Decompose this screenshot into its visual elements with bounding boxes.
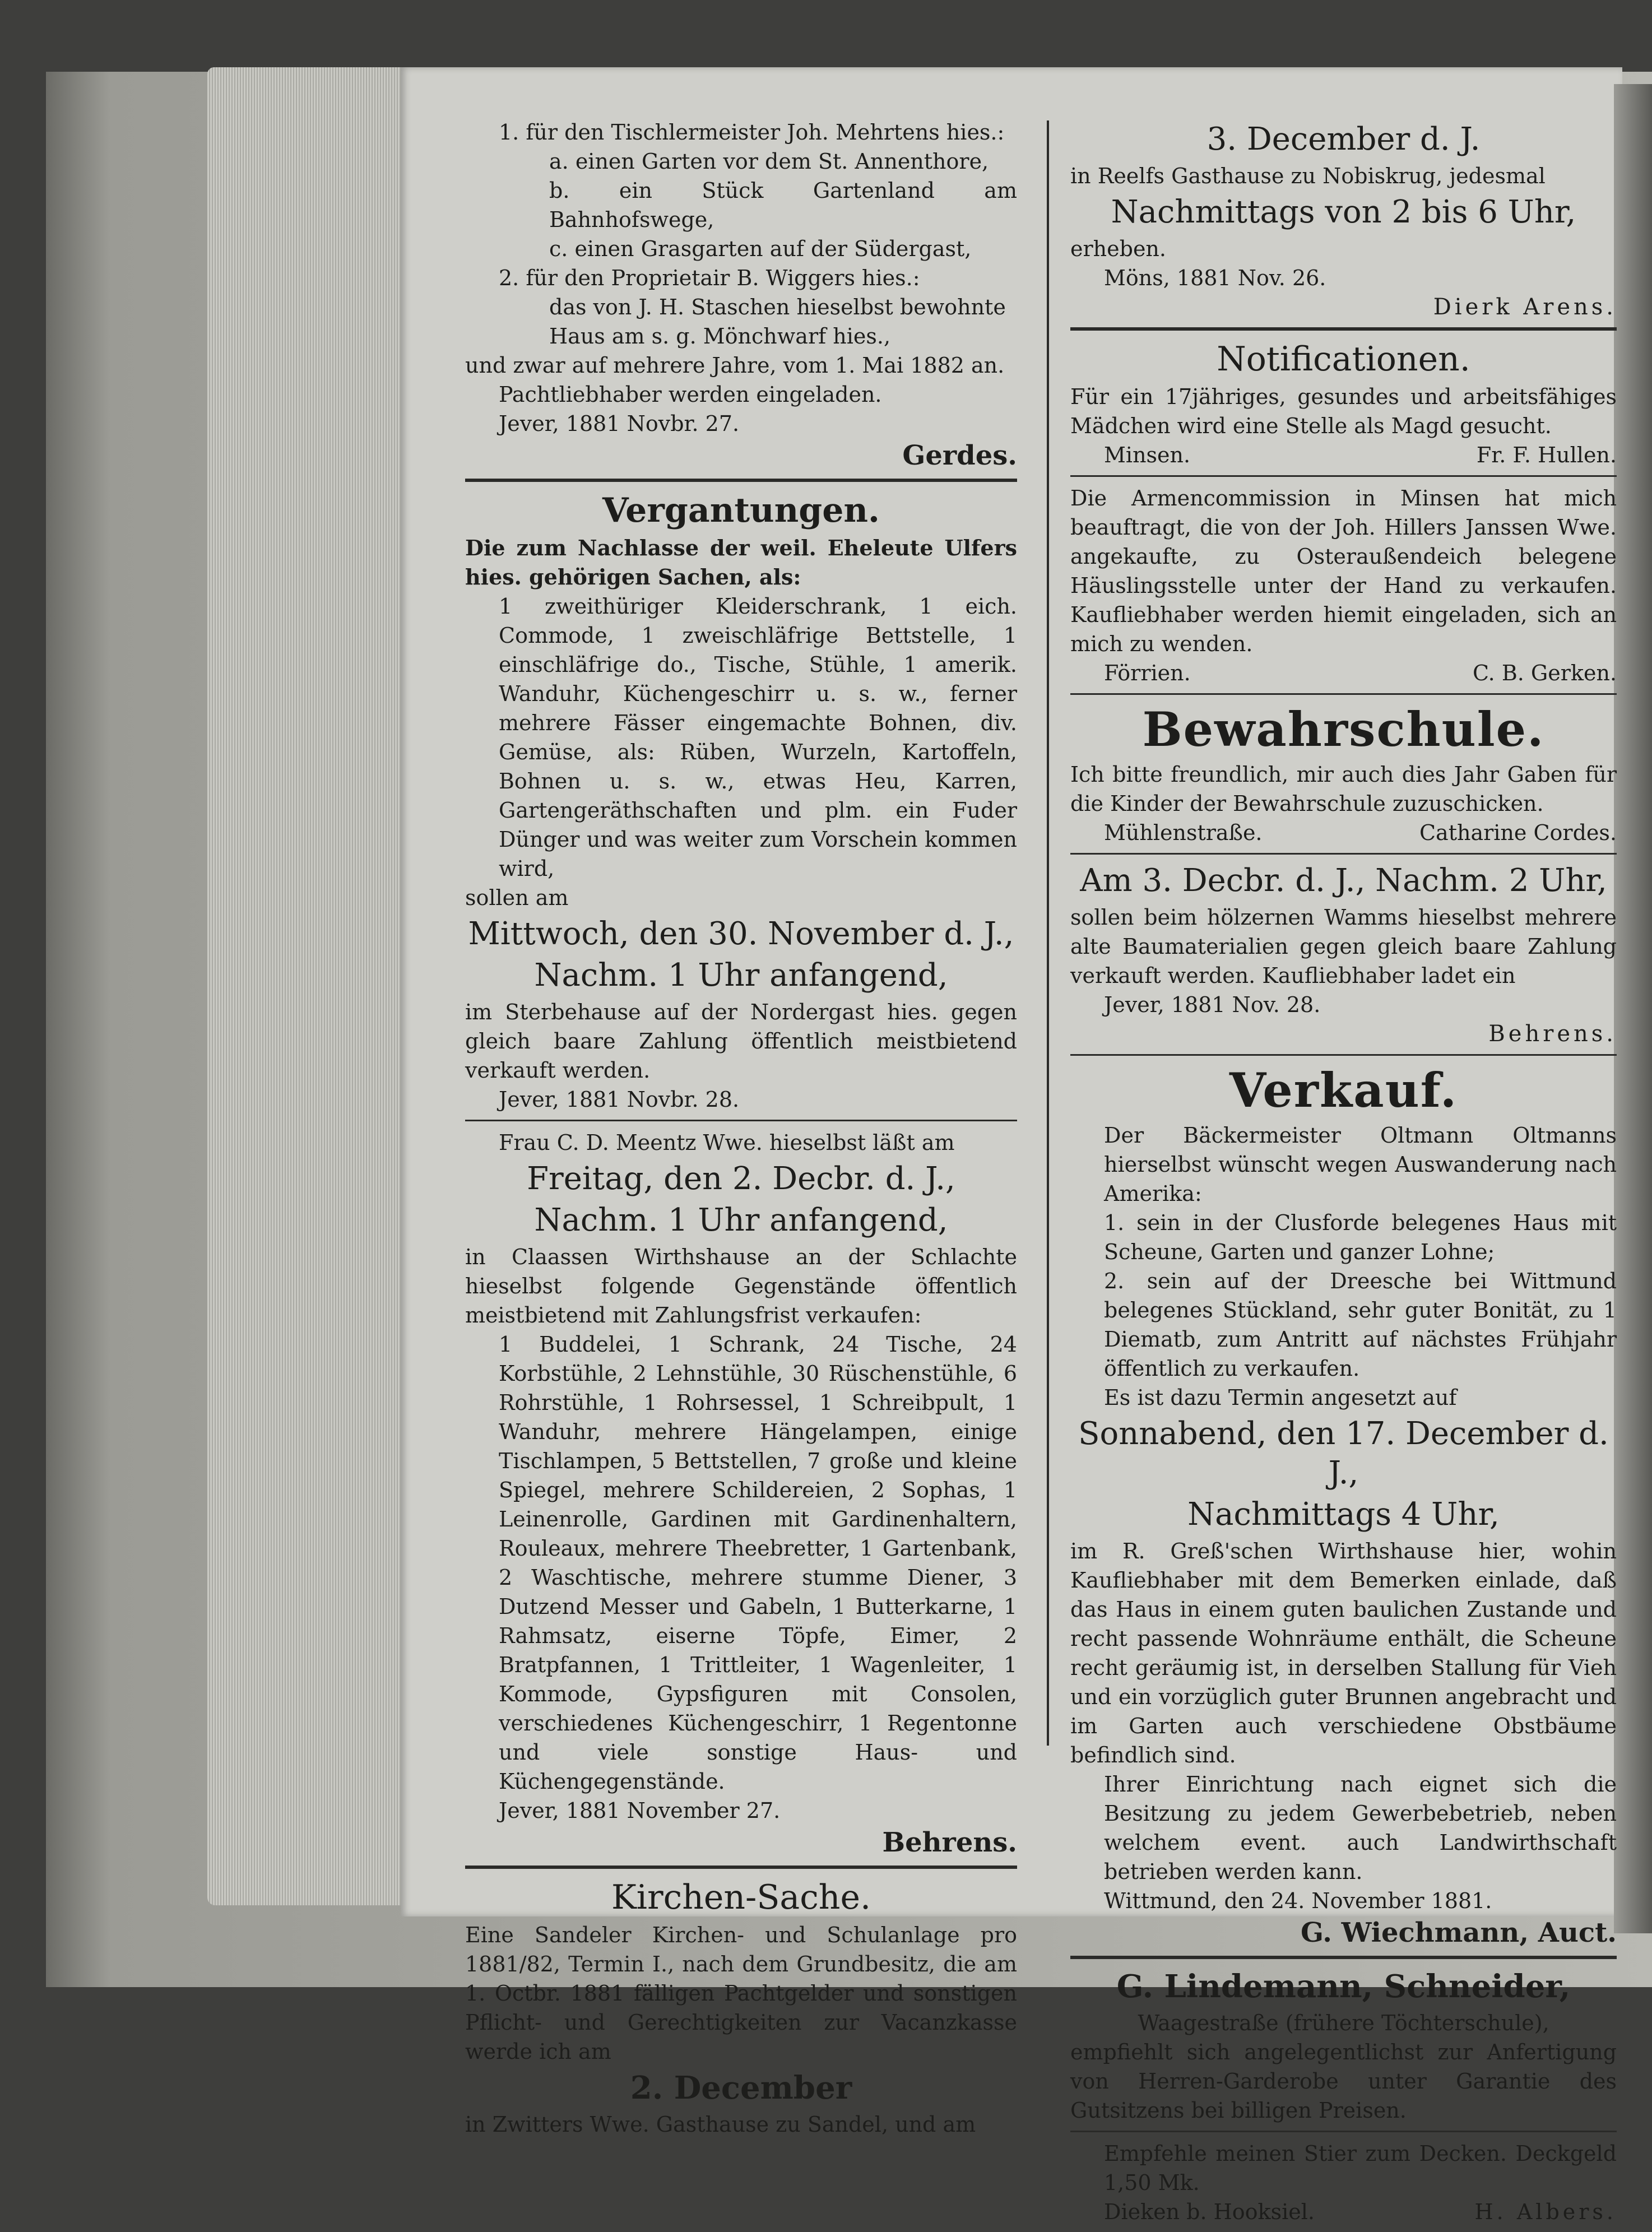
notifications-heading: Notificationen. (1217, 340, 1470, 379)
lease-invite: Pachtliebhaber werden eingeladen. (499, 382, 882, 407)
bewahr-signature: Catharine Cordes. (1419, 820, 1617, 845)
page-edges (207, 67, 431, 1905)
auction1-intro: Die zum Nachlasse der weil. Eheleute Ulfers hies. gehörigen Sachen, als: (465, 535, 1017, 590)
auction-ulfers (465, 490, 1017, 1114)
stier-footer (1070, 2197, 1617, 2226)
wamms-date: Am 3. Decbr. d. J., Nachm. 2 Uhr, (1080, 862, 1607, 899)
church-time: Nachmittags von 2 bis 6 Uhr, (1111, 194, 1576, 230)
section-rule (465, 479, 1017, 482)
auction1-time: Nachm. 1 Uhr anfangend, (534, 957, 948, 994)
auction2-intro: Frau C. D. Meentz Wwe. hieselbst läßt am (499, 1130, 955, 1155)
right-page-edge (1614, 84, 1652, 1933)
verkauf-extra: Ihrer Einrichtung nach eignet sich die Besitzung zu jedem Gewerbebetrieb, neben welchem event. auch Landwirthschaft betrieben werden kann. (1104, 1772, 1617, 1884)
church-continued (1070, 120, 1617, 322)
column-divider (1047, 120, 1049, 1746)
lindemann-heading: G. Lindemann, Schneider, (1116, 1968, 1571, 2005)
auction2-items: 1 Buddelei, 1 Schrank, 24 Tische, 24 Korbstühle, 2 Lehnstühle, 30 Rüschenstühle, 6 Rohrstühle, 1 Rohrsessel, 1 Schreibpult, 1 Wanduhr, mehrere Hängelampen, einige Tischlampen, 5 Bettstellen, 7 große und kleine Spiegel, mehrere Schildereien, 2 Sophas, 1 Leinenrolle, Gardinen mit Gardinenhaltern, Rouleaux, mehrere Theebretter, 1 Gartenbank, 2 Waschtische, mehrere stumme Diener, 3 Dutzend Messer und Gabeln, 1 Butterkarne, 1 Rahmsatz, eiserne Töpfe, Eimer, 2 Bratpfannen, 1 Trittleiter, 1 Wagenleiter, 1 Kommode, Gypsfiguren mit Consolen, verschiedenes Küchengeschirr, 1 Regentonne und viele sonstige Haus- und Küchengegenstände. (499, 1332, 1017, 1794)
verkauf-heading: Verkauf. (1229, 1062, 1458, 1118)
auction2-signature: Behrens. (882, 1827, 1017, 1858)
verkauf-date: Sonnabend, den 17. December d. J., (1078, 1416, 1609, 1491)
lease-signature: Gerdes. (902, 440, 1017, 471)
lease-date: Jever, 1881 Novbr. 27. (499, 411, 740, 436)
verkauf-termin: Es ist dazu Termin angesetzt auf (1104, 1385, 1457, 1410)
stier-signature: H. Albers. (1474, 2199, 1617, 2224)
section-rule (1070, 1956, 1617, 1959)
notif-text: Für ein 17jähriges, gesundes und arbeitsfähiges Mädchen wird eine Stelle als Magd gesucht. (1070, 384, 1617, 438)
section-rule (1070, 1054, 1617, 1056)
lindemann-ad (1070, 1967, 1617, 2125)
wamms-text: sollen beim hölzernen Wamms hieselbst mehrere alte Baumaterialien gegen gleich baare Zahlung verkauft werden. Kaufliebhaber ladet ein (1070, 905, 1617, 988)
bewahr-text: Ich bitte freundlich, mir auch dies Jahr Gaben für die Kinder der Bewahrschule zuzuschicken. (1070, 762, 1617, 816)
church-text: Eine Sandeler Kirchen- und Schulanlage pro 1881/82, Termin I., nach dem Grundbesitz, die am 1. Octbr. 1881 fälligen Pachtgelder und sonstigen Pflicht- und Gerechtigkeiten zur Vacanzkasse werde ich am (465, 1923, 1017, 2064)
lindemann-text: empfiehlt sich angelegentlichst zur Anfertigung von Herren-Garderobe unter Garantie des Gutsitzens bei billigen Preisen. (1070, 2040, 1617, 2123)
church-place: in Zwitters Wwe. Gasthause zu Sandel, und am (465, 2112, 976, 2137)
church-signature: Dierk Arens. (1433, 294, 1617, 320)
lease-notice (465, 118, 1017, 473)
lease-item-1: 1. für den Tischlermeister Joh. Mehrtens hies.: (499, 120, 1005, 145)
bewahr-place: Mühlenstraße. (1104, 820, 1263, 845)
armen-signature: C. B. Gerken. (1472, 661, 1617, 685)
verkauf-notice (1070, 1062, 1617, 1950)
armen-text: Die Armencommission in Minsen hat mich beauftragt, die von der Joh. Hillers Janssen Wwe. angekaufte, zu Osteraußendeich belegene Häuslingsstelle unter der Hand zu verkaufen. Kaufliebhaber werden hiemit eingeladen, sich an mich zu wenden. (1070, 486, 1617, 656)
section-rule (465, 1866, 1017, 1869)
armen-footer (1070, 658, 1617, 688)
auction1-place: im Sterbehause auf der Nordergast hies. gegen gleich baare Zahlung öffentlich meistbietend verkauft werden. (465, 1000, 1017, 1083)
auction2-place: in Claassen Wirthshause an der Schlachte hieselbst folgende Gegenstände öffentlich meistbietend mit Zahlungsfrist verkaufen: (465, 1245, 1017, 1328)
lindemann-address: Waagestraße (frühere Töchterschule), (1138, 2011, 1549, 2035)
auction1-date: Mittwoch, den 30. November d. J., (468, 916, 1014, 952)
bewahrschule-heading: Bewahrschule. (1142, 702, 1545, 757)
lease-item-1b: b. ein Stück Gartenland am Bahnhofswege, (549, 178, 1017, 232)
section-rule (1070, 475, 1617, 477)
notif-signature: Fr. F. Hullen. (1476, 443, 1617, 467)
bewahrschule-notice (1070, 702, 1617, 847)
auction1-items: 1 zweithüriger Kleiderschrank, 1 eich. Commode, 1 zweischläfrige Bettstelle, 1 einschläfrige do., Tische, Stühle, 1 amerik. Wanduhr, Küchengeschirr u. s. w., ferner mehrere Fässer eingemachte Bohnen, div. Gemüse, als: Rüben, Wurzeln, Kartoffeln, Bohnen u. s. w., etwas Heu, Karren, Gartengeräthschaften und plm. ein Fuder Dünger und was weiter zum Vorschein kommen wird, (499, 594, 1017, 881)
lease-item-1a: a. einen Garten vor dem St. Annenthore, (549, 149, 989, 174)
section-rule (1070, 2131, 1617, 2132)
right-column (1070, 118, 1617, 2232)
wamms-signature: Behrens. (1488, 1021, 1617, 1047)
notifications (1070, 338, 1617, 470)
verkauf-place: im R. Greß'schen Wirthshause hier, wohin Kaufliebhaber mit dem Bemerken einlade, daß das Haus in einem guten baulichen Zustande und recht passende Wohnräume enthält, die Scheune recht geräumig ist, in derselben Stallung für Vieh und ein vorzüglich guter Brunnen angebracht und im Garten auch verschiedene Obstbäume befindlich sind. (1070, 1539, 1617, 1767)
auction2-time: Nachm. 1 Uhr anfangend, (534, 1202, 948, 1238)
section-rule (1070, 853, 1617, 855)
stier-text: Empfehle meinen Stier zum Decken. Deckgeld 1,50 Mk. (1104, 2141, 1617, 2195)
lease-item-2a: das von J. H. Staschen hieselbst bewohnte (549, 295, 1006, 319)
church-date: 2. December (630, 2069, 852, 2106)
lease-item-2b: Haus am s. g. Mönchwarf hies., (549, 324, 891, 349)
auction2-date: Freitag, den 2. Decbr. d. J., (527, 1161, 955, 1197)
verkauf-dateline: Wittmund, den 24. November 1881. (1104, 1888, 1492, 1913)
notif-footer (1070, 440, 1617, 470)
section-rule (465, 1120, 1017, 1121)
church-verb: erheben. (1070, 236, 1166, 261)
armen-place: Förrien. (1104, 661, 1191, 685)
auction2-dateline: Jever, 1881 November 27. (499, 1798, 781, 1823)
verkauf-signature: G. Wiechmann, Auct. (1300, 1917, 1617, 1948)
wamms-notice (1070, 861, 1617, 1048)
verkauf-time: Nachmittags 4 Uhr, (1187, 1496, 1500, 1533)
auction-meentz (465, 1128, 1017, 1860)
notif-place: Minsen. (1104, 443, 1191, 467)
verkauf-intro: Der Bäckermeister Oltmann Oltmanns hierselbst wünscht wegen Auswanderung nach Amerika: (1104, 1123, 1617, 1206)
church-date-2: 3. December d. J. (1206, 121, 1481, 157)
section-rule (1070, 327, 1617, 331)
armen-notice (1070, 484, 1617, 688)
bewahr-footer (1070, 818, 1617, 847)
church-place-2: in Reelfs Gasthause zu Nobiskrug, jedesmal (1070, 164, 1546, 188)
church-heading: Kirchen-Sache. (611, 1878, 871, 1917)
wamms-dateline: Jever, 1881 Nov. 28. (1104, 992, 1321, 1017)
section-rule (1070, 693, 1617, 695)
auction1-sollen: sollen am (465, 885, 569, 910)
stier-place: Dieken b. Hooksiel. (1104, 2199, 1315, 2224)
verkauf-item-1: 1. sein in der Clusforde belegenes Haus mit Scheune, Garten und ganzer Lohne; (1104, 1210, 1617, 1264)
auctions-heading: Vergantungen. (602, 491, 880, 530)
verkauf-item-2: 2. sein auf der Dreesche bei Wittmund belegenes Stückland, sehr guter Bonität, zu 1 Diematb, zum Antritt auf nächstes Frühjahr öffentlich zu verkaufen. (1104, 1269, 1617, 1381)
auction1-dateline: Jever, 1881 Novbr. 28. (499, 1087, 740, 1112)
stier-ad (1070, 2139, 1617, 2226)
lease-item-1c: c. einen Grasgarten auf der Südergast, (549, 236, 972, 261)
church-notice (465, 1877, 1017, 2139)
lease-terms: und zwar auf mehrere Jahre, vom 1. Mai 1882 an. (465, 353, 1005, 378)
left-column (465, 118, 1017, 2145)
lease-item-2: 2. für den Proprietair B. Wiggers hies.: (499, 266, 920, 290)
church-dateline: Möns, 1881 Nov. 26. (1104, 266, 1326, 290)
